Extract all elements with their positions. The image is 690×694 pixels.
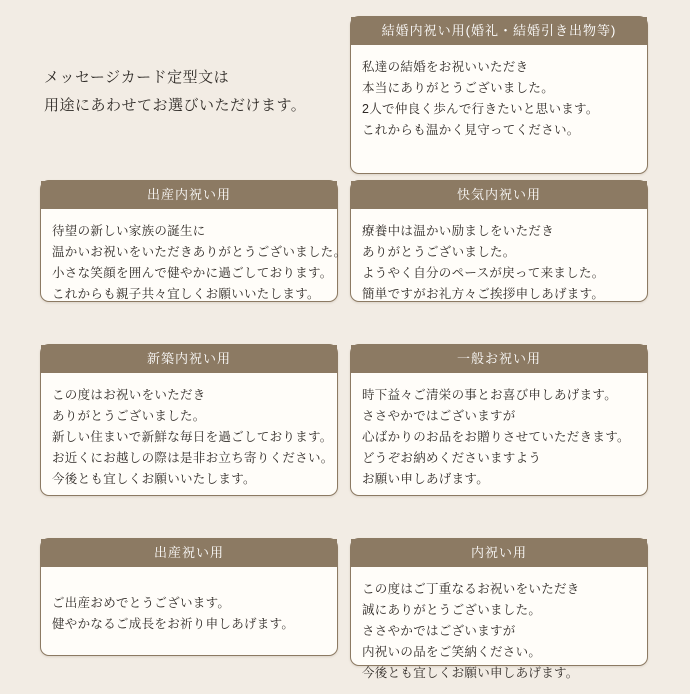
card-text-line: この度はご丁重なるお祝いをいただき [362,582,580,596]
card-text-line: お願い申しあげます。 [362,472,490,486]
card-text-line: 療養中は温かい励ましをいただき [362,224,555,238]
card-title: 結婚内祝い用(婚礼・結婚引き出物等) [351,17,647,45]
card-text-line: ありがとうございました。 [52,409,206,423]
card-text-line: ようやく自分のペースが戻って来ました。 [362,266,605,280]
card-text-line: ご出産おめでとうございます。 [52,596,231,610]
card-text-line: 新しい住まいで新鮮な毎日を過ごしております。 [52,430,333,444]
card-body [41,373,337,500]
card-title: 内祝い用 [351,539,647,567]
card-title: 出産内祝い用 [41,181,337,209]
card-text-line: これからも温かく見守ってください。 [362,123,580,137]
card-title: 快気内祝い用 [351,181,647,209]
intro-line-2: 用途にあわせてお選びいただけます。 [44,97,307,114]
card-text-line: 温かいお祝いをいただきありがとうございました。 [52,245,347,259]
card-birth-celebration [40,538,338,656]
card-new-house-return [40,344,338,496]
card-text-line: 小さな笑顔を囲んで健やかに過ごしております。 [52,266,333,280]
card-text-line: この度はお祝いをいただき [52,388,206,402]
card-general-celebration [350,344,648,496]
card-text-line: 2人で仲良く歩んで行きたいと思います。 [362,102,599,116]
card-body [351,209,647,315]
card-text-line: 私達の結婚をお祝いいただき [362,60,529,74]
card-text-line: お近くにお越しの際は是非お立ち寄りください。 [52,451,334,465]
card-text-line: 今後とも宜しくお願い申しあげます。 [362,666,579,680]
card-text-line: 簡単ですがお礼方々ご挨拶申しあげます。 [362,287,605,301]
card-text-line: 誠にありがとうございました。 [362,603,542,617]
card-wedding [350,16,648,174]
card-text-line: 待望の新しい家族の誕生に [52,224,206,238]
card-text-line: ささやかではございますが [362,624,516,638]
card-title: 出産祝い用 [41,539,337,567]
card-birth-celebration-return [40,180,347,302]
card-uchiiwai [350,538,648,680]
card-body [41,209,347,315]
card-text-line: これからも親子共々宜しくお願いいたします。 [52,287,320,301]
card-text-line: どうぞお納めくださいますよう [362,451,542,465]
card-body [351,45,647,151]
card-body [41,567,337,645]
card-text-line: 本当にありがとうございました。 [362,81,555,95]
card-text-line: ささやかではございますが [362,409,516,423]
card-body [351,567,647,694]
card-body [351,373,647,500]
intro-line-1: メッセージカード定型文は [44,69,230,86]
card-text-line: 内祝いの品をご笑納ください。 [362,645,542,659]
card-text-line: 健やかなるご成長をお祈り申しあげます。 [52,617,295,631]
card-text-line: 心ばかりのお品をお贈りさせていただきます。 [362,430,630,444]
intro-text [44,64,344,120]
card-text-line: ありがとうございました。 [362,245,516,259]
card-title: 一般お祝い用 [351,345,647,373]
card-text-line: 時下益々ご清栄の事とお喜び申しあげます。 [362,388,618,402]
card-title: 新築内祝い用 [41,345,337,373]
card-recovery-return [350,180,648,302]
card-text-line: 今後とも宜しくお願いいたします。 [52,472,256,486]
